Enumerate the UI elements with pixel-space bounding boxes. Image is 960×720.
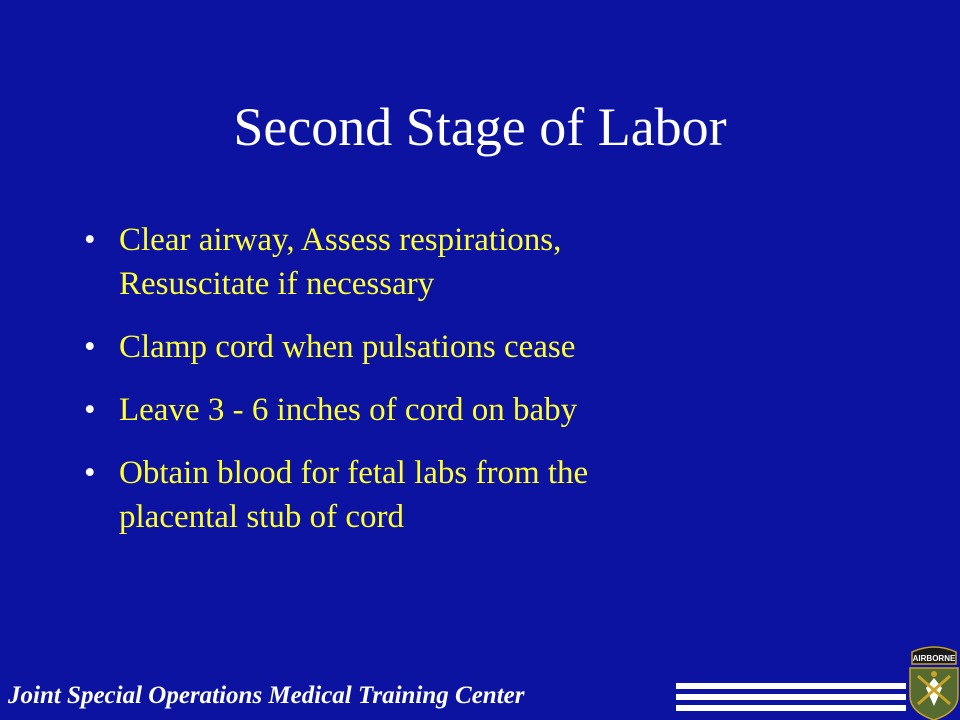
bullet-dot: •	[84, 329, 96, 365]
footer-organization: Joint Special Operations Medical Training Center	[8, 682, 525, 709]
bullet-dot: •	[84, 392, 96, 428]
insignia-tab-text: AIRBORNE	[912, 654, 956, 663]
airborne-insignia-icon	[908, 644, 960, 720]
bullet-text-line: Leave 3 - 6 inches of cord on baby	[119, 392, 578, 428]
slide-title: Second Stage of Labor	[233, 97, 727, 157]
bullet-item	[84, 325, 884, 369]
bullet-dot: •	[84, 455, 96, 491]
bullet-text-line: Resuscitate if necessary	[119, 266, 435, 302]
bullet-list	[84, 218, 884, 558]
bullet-item	[84, 451, 884, 539]
bullet-text-line: Clamp cord when pulsations cease	[119, 329, 576, 365]
bullet-item	[84, 388, 884, 432]
footer-stripes	[676, 681, 906, 715]
bullet-text-line: Obtain blood for fetal labs from the	[119, 455, 589, 491]
bullet-item	[84, 218, 884, 306]
bullet-dot: •	[84, 222, 96, 258]
bullet-text-line: placental stub of cord	[119, 499, 404, 535]
bullet-text-line: Clear airway, Assess respirations,	[119, 222, 562, 258]
